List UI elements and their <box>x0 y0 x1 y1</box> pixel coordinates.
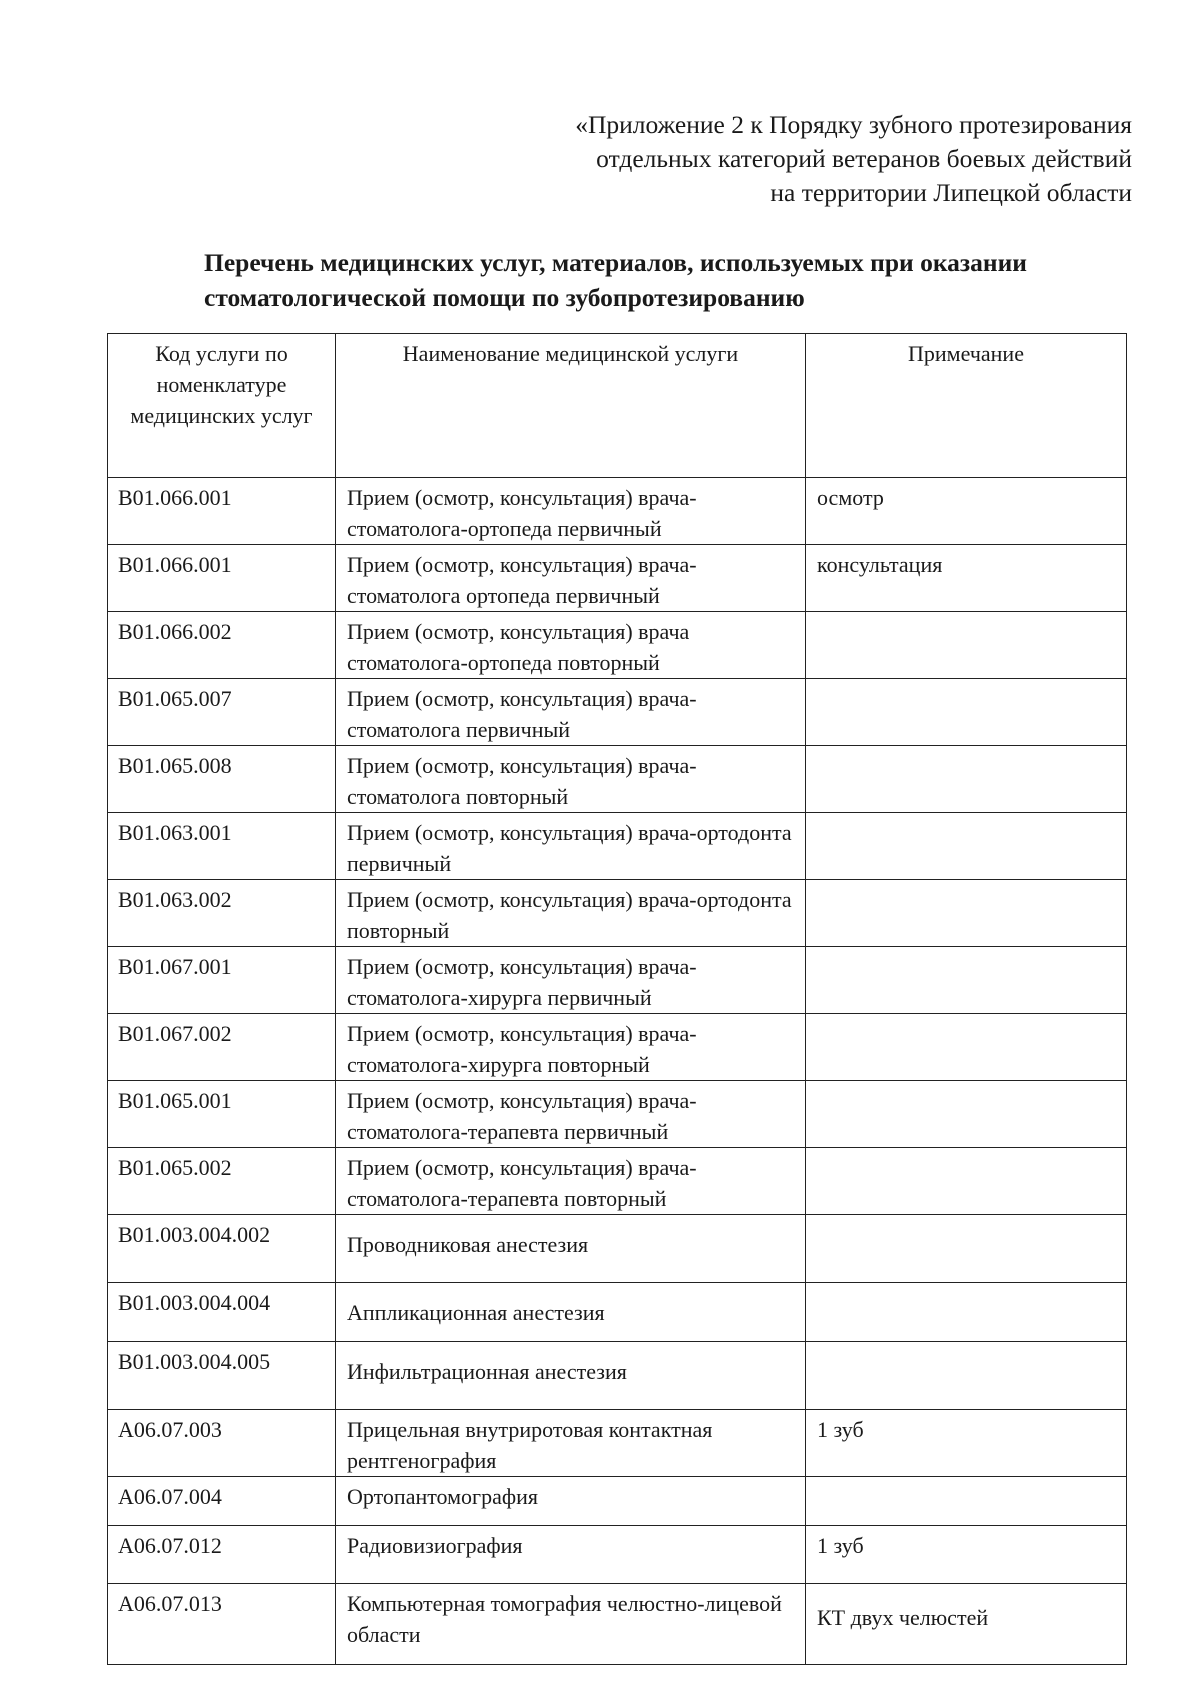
row-code: B01.063.001 <box>108 813 336 880</box>
row-code: B01.066.001 <box>108 478 336 545</box>
row-code: A06.07.004 <box>108 1477 336 1526</box>
row-code: B01.067.002 <box>108 1014 336 1081</box>
header-code: Код услуги по номенклатуре медицинских услуг <box>108 334 336 478</box>
document-title <box>204 245 1164 315</box>
services-table <box>107 333 1127 1665</box>
table-row <box>108 947 1127 1014</box>
row-code: B01.003.004.004 <box>108 1283 336 1342</box>
table-row <box>108 1342 1127 1410</box>
row-note: консультация <box>806 545 1127 612</box>
table-row <box>108 478 1127 545</box>
document-title-line-2: стоматологической помощи по зубопротезированию <box>204 283 805 312</box>
row-note <box>806 1014 1127 1081</box>
table-row <box>108 1526 1127 1584</box>
table-row <box>108 1283 1127 1342</box>
row-name: Прием (осмотр, консультация) врача-стоматолога ортопеда первичный <box>336 545 806 612</box>
header-name: Наименование медицинской услуги <box>336 334 806 478</box>
row-name: Прием (осмотр, консультация) врача-ортодонта первичный <box>336 813 806 880</box>
table-row <box>108 1081 1127 1148</box>
row-name: Прием (осмотр, консультация) врача-ортодонта повторный <box>336 880 806 947</box>
table-row <box>108 1215 1127 1283</box>
row-code: B01.067.001 <box>108 947 336 1014</box>
row-note <box>806 1342 1127 1410</box>
appendix-header <box>575 108 1132 210</box>
row-note <box>806 880 1127 947</box>
row-code: A06.07.013 <box>108 1584 336 1665</box>
row-code: B01.065.008 <box>108 746 336 813</box>
row-code: B01.063.002 <box>108 880 336 947</box>
row-code: B01.065.002 <box>108 1148 336 1215</box>
table-row <box>108 1014 1127 1081</box>
table-row <box>108 612 1127 679</box>
row-name: Радиовизиография <box>336 1526 806 1584</box>
row-name: Прием (осмотр, консультация) врача-стоматолога повторный <box>336 746 806 813</box>
row-note: осмотр <box>806 478 1127 545</box>
table-row <box>108 1477 1127 1526</box>
row-note <box>806 813 1127 880</box>
row-note <box>806 1283 1127 1342</box>
table-header-row <box>108 334 1127 478</box>
row-note <box>806 679 1127 746</box>
row-note <box>806 1148 1127 1215</box>
table-row <box>108 1584 1127 1665</box>
row-code: A06.07.012 <box>108 1526 336 1584</box>
row-name: Прием (осмотр, консультация) врача-стоматолога-терапевта повторный <box>336 1148 806 1215</box>
header-note: Примечание <box>806 334 1127 478</box>
row-name: Инфильтрационная анестезия <box>336 1342 806 1410</box>
row-note <box>806 947 1127 1014</box>
row-name: Прием (осмотр, консультация) врача-стоматолога-хирурга первичный <box>336 947 806 1014</box>
table-row <box>108 1410 1127 1477</box>
row-name: Прием (осмотр, консультация) врача стоматолога-ортопеда повторный <box>336 612 806 679</box>
row-name: Аппликационная анестезия <box>336 1283 806 1342</box>
row-code: B01.003.004.005 <box>108 1342 336 1410</box>
row-name: Компьютерная томография челюстно-лицевой области <box>336 1584 806 1665</box>
row-name: Ортопантомография <box>336 1477 806 1526</box>
appendix-header-line-2: отдельных категорий ветеранов боевых действий <box>596 144 1132 173</box>
row-code: B01.065.001 <box>108 1081 336 1148</box>
table-row <box>108 545 1127 612</box>
appendix-header-line-1: «Приложение 2 к Порядку зубного протезирования <box>575 110 1132 139</box>
row-name: Прицельная внутриротовая контактная рентгенография <box>336 1410 806 1477</box>
row-code: B01.065.007 <box>108 679 336 746</box>
row-note <box>806 1477 1127 1526</box>
appendix-header-line-3: на территории Липецкой области <box>770 178 1132 207</box>
table-row <box>108 813 1127 880</box>
table-row <box>108 746 1127 813</box>
row-name: Прием (осмотр, консультация) врача-стоматолога-хирурга повторный <box>336 1014 806 1081</box>
row-note <box>806 612 1127 679</box>
row-note <box>806 1081 1127 1148</box>
row-name: Проводниковая анестезия <box>336 1215 806 1283</box>
row-note: 1 зуб <box>806 1410 1127 1477</box>
row-note: 1 зуб <box>806 1526 1127 1584</box>
row-note: КТ двух челюстей <box>806 1584 1127 1665</box>
row-name: Прием (осмотр, консультация) врача-стоматолога-терапевта первичный <box>336 1081 806 1148</box>
table-row <box>108 880 1127 947</box>
table-row <box>108 1148 1127 1215</box>
row-name: Прием (осмотр, консультация) врача-стоматолога-ортопеда первичный <box>336 478 806 545</box>
row-code: A06.07.003 <box>108 1410 336 1477</box>
row-note <box>806 746 1127 813</box>
document-title-line-1: Перечень медицинских услуг, материалов, используемых при оказании <box>204 248 1027 277</box>
row-note <box>806 1215 1127 1283</box>
row-name: Прием (осмотр, консультация) врача-стоматолога первичный <box>336 679 806 746</box>
row-code: B01.003.004.002 <box>108 1215 336 1283</box>
row-code: B01.066.001 <box>108 545 336 612</box>
table-row <box>108 679 1127 746</box>
row-code: B01.066.002 <box>108 612 336 679</box>
